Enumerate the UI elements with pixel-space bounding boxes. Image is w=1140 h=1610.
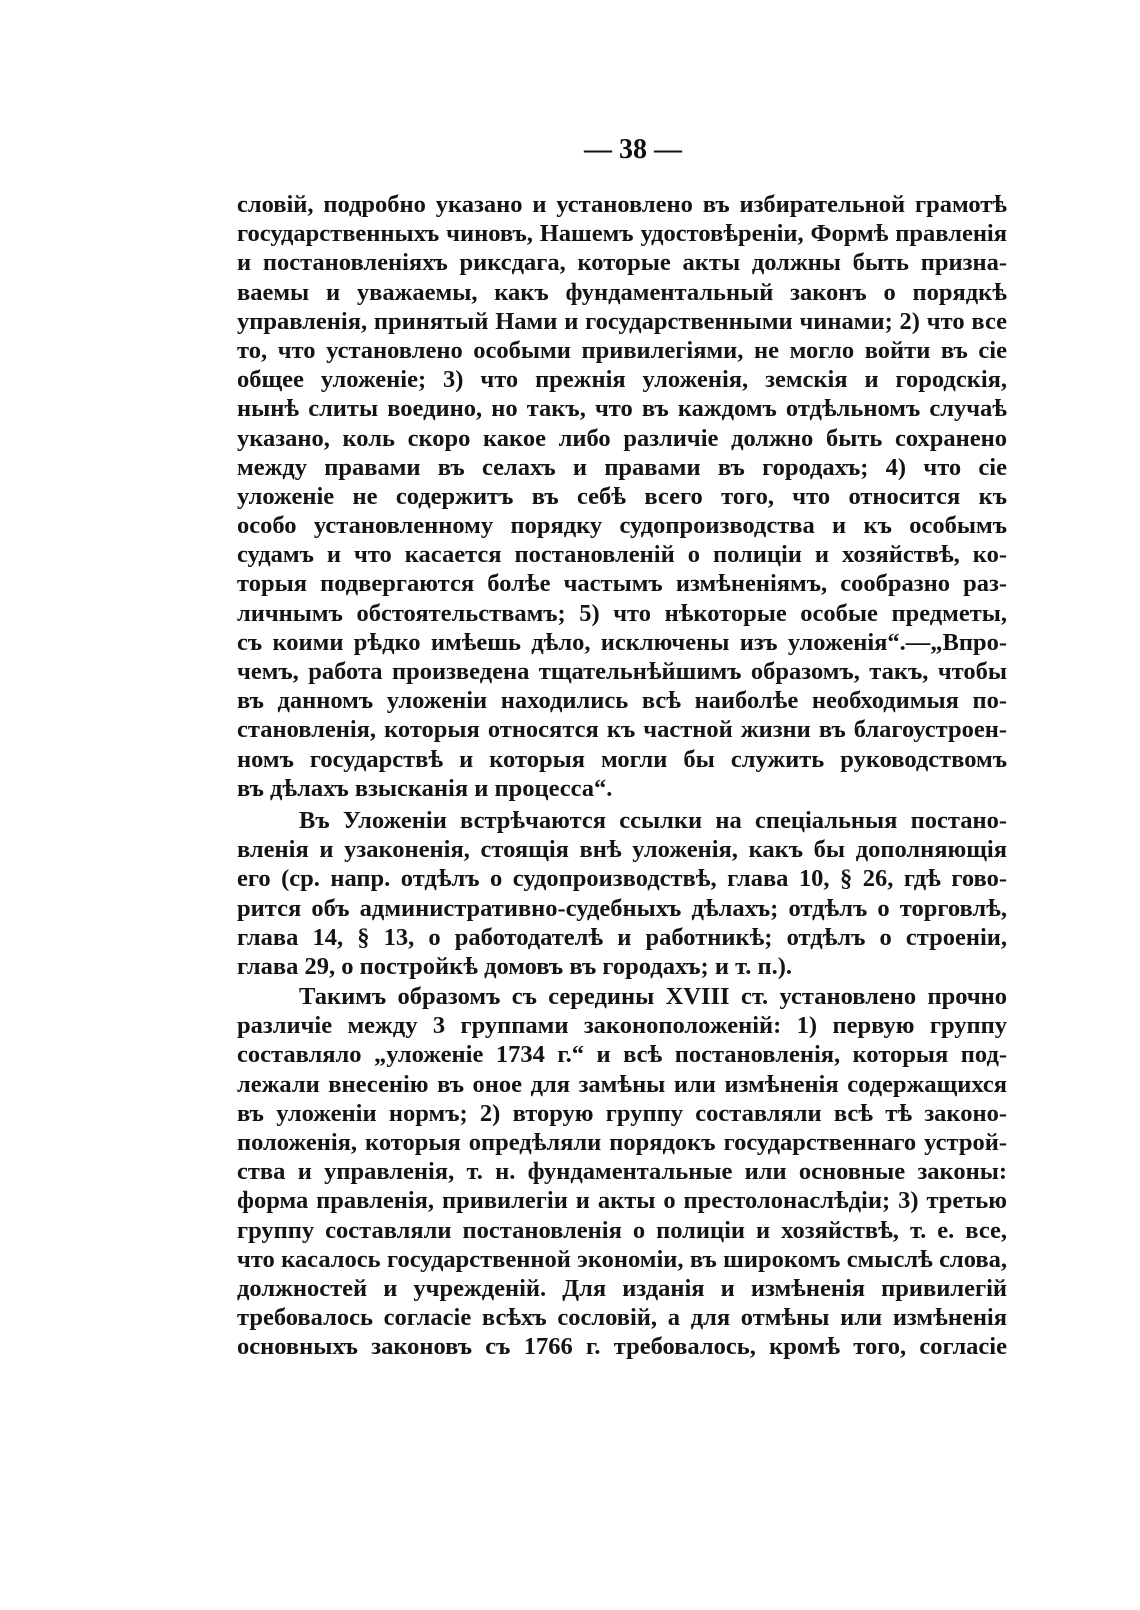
text-line: личнымъ обстоятельствамъ; 5) что нѣкоторые особые предметы, [237, 599, 1007, 627]
text-line: въ уложеніи нормъ; 2) вторую группу составляли всѣ тѣ законо- [237, 1099, 1007, 1127]
paragraph-1 [237, 190, 1007, 803]
text-line: Въ Уложеніи встрѣчаются ссылки на спеціальныя постано- [299, 807, 1007, 834]
text-line: словій, подробно указано и установлено въ избирательной грамотѣ [237, 191, 1007, 218]
text-line: становленія, которыя относятся къ частной жизни въ благоустроен- [237, 716, 1007, 744]
text-line: между правами въ селахъ и правами въ городахъ; 4) что сіе [237, 453, 1007, 481]
text-line: Такимъ образомъ съ середины XVIII ст. установлено прочно [299, 983, 1007, 1010]
text-line: требовалось согласіе всѣхъ сословій, а для отмѣны или измѣненія [237, 1304, 1007, 1332]
paragraph-2 [237, 806, 1007, 981]
text-line: чемъ, работа произведена тщательнѣйшимъ образомъ, такъ, чтобы [237, 658, 1007, 685]
text-line: форма правленія, привилегіи и акты о престолонаслѣдіи; 3) третью [237, 1187, 1007, 1215]
text-line: основныхъ законовъ съ 1766 г. требовалось, кромѣ того, согласіе [237, 1333, 1007, 1361]
text-line: торыя подвергаются болѣе частымъ измѣненіямъ, сообразно раз- [237, 570, 1007, 598]
text-line: нынѣ слиты воедино, но такъ, что въ каждомъ отдѣльномъ случаѣ [237, 395, 1007, 423]
text-line: рится объ административно-судебныхъ дѣлахъ; отдѣлъ о торговлѣ, [237, 894, 1007, 922]
text-line: въ дѣлахъ взысканія и процесса“. [237, 774, 613, 802]
text-line: съ коими рѣдко имѣешь дѣло, исключены изъ уложенія“.—„Впро- [237, 628, 1007, 656]
text-line: указано, коль скоро какое либо различіе должно быть сохранено [237, 424, 1007, 452]
text-line: составляло „уложеніе 1734 г.“ и всѣ постановленія, которыя под- [237, 1041, 1007, 1069]
text-line: государственныхъ чиновъ, Нашемъ удостовѣреніи, Формѣ правленія [237, 220, 1007, 248]
text-line: группу составляли постановленія о полиціи и хозяйствѣ, т. е. все, [237, 1216, 1007, 1244]
text-line: глава 29, о постройкѣ домовъ въ городахъ; и т. п.). [237, 952, 793, 980]
text-line: судамъ и что касается постановленій о полиціи и хозяйствѣ, ко- [237, 541, 1007, 569]
page-number: — 38 — [584, 134, 682, 165]
text-line: различіе между 3 группами законоположеній: 1) первую группу [237, 1012, 1007, 1040]
text-line: ства и управленія, т. н. фундаментальные или основные законы: [237, 1158, 1007, 1186]
paragraph-3 [237, 982, 1007, 1361]
text-line: что касалось государственной экономіи, въ широкомъ смыслѣ слова, [237, 1245, 1007, 1273]
text-line: должностей и учрежденій. Для изданія и измѣненія привилегій [237, 1274, 1007, 1302]
text-line: его (ср. напр. отдѣлъ о судопроизводствѣ, глава 10, § 26, гдѣ гово- [237, 865, 1007, 893]
text-line: уложеніе не содержитъ въ себѣ всего того, что относится къ [237, 482, 1007, 510]
text-line: ваемы и уважаемы, какъ фундаментальный законъ о порядкѣ [237, 278, 1007, 306]
text-line: особо установленному порядку судопроизводства и къ особымъ [237, 512, 1007, 540]
text-line: общее уложеніе; 3) что прежнія уложенія, земскія и городскія, [237, 366, 1007, 394]
text-line: въ данномъ уложеніи находились всѣ наиболѣе необходимыя по- [237, 687, 1007, 715]
text-line: положенія, которыя опредѣляли порядокъ государственнаго устрой- [237, 1128, 1007, 1156]
text-line: глава 14, § 13, о работодателѣ и работникѣ; отдѣлъ о строеніи, [237, 923, 1007, 951]
text-line: лежали внесенію въ оное для замѣны или измѣненія содержащихся [237, 1070, 1007, 1098]
text-line: вленія и узаконенія, стоящія внѣ уложенія, какъ бы дополняющія [237, 836, 1007, 864]
text-line: и постановленіяхъ риксдага, которые акты должны быть призна- [237, 249, 1007, 277]
text-line: номъ государствѣ и которыя могли бы служить руководствомъ [237, 745, 1007, 773]
text-line: управленія, принятый Нами и государственными чинами; 2) что все [237, 307, 1007, 335]
text-line: то, что установлено особыми привилегіями, не могло войти въ сіе [237, 336, 1007, 364]
